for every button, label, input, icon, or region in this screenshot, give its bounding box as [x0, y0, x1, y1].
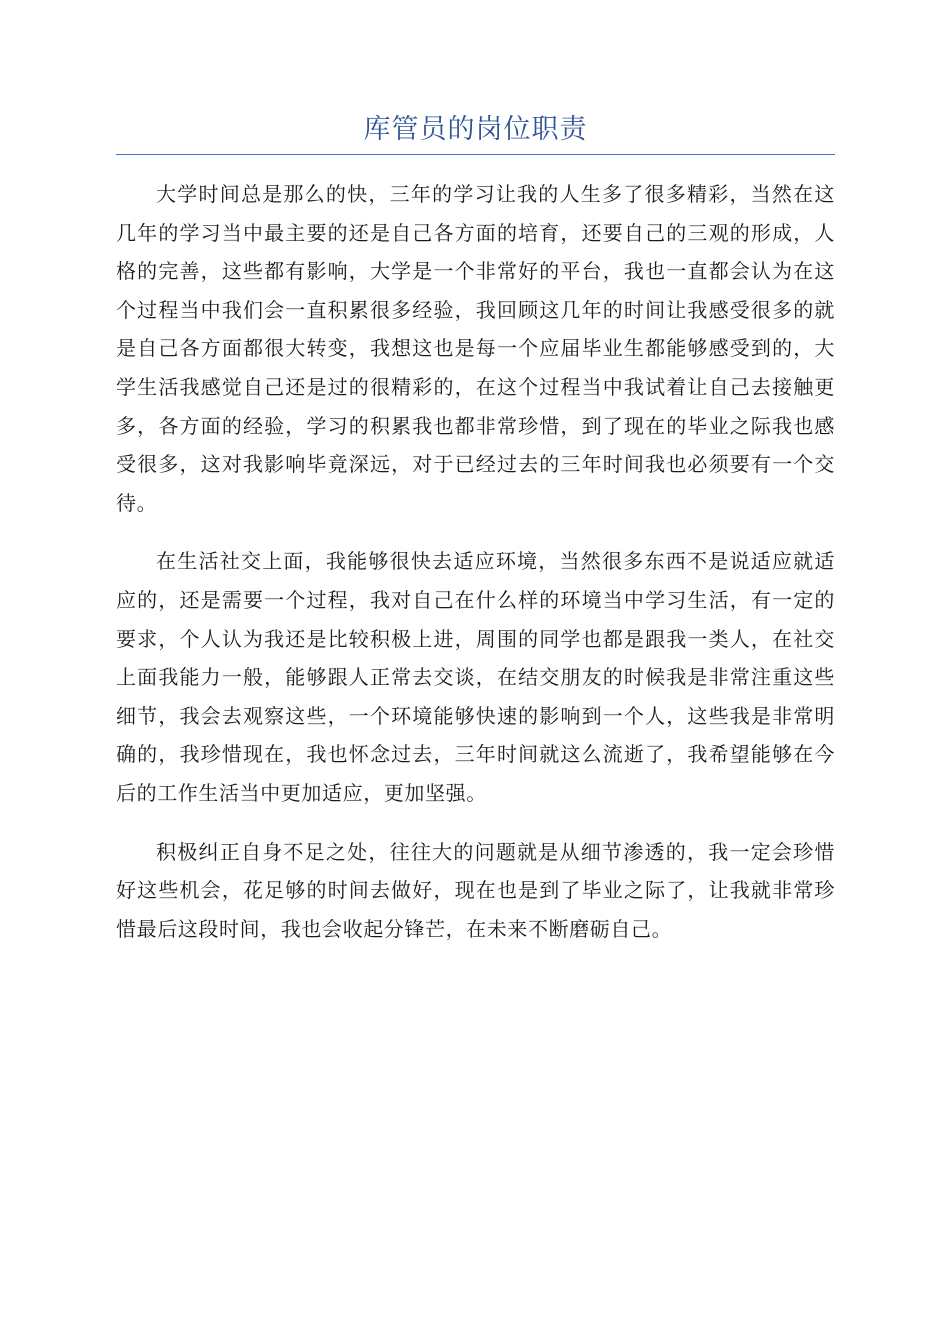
title-underline [116, 154, 835, 155]
body-paragraph: 积极纠正自身不足之处，往往大的问题就是从细节渗透的，我一定会珍惜好这些机会，花足够的时间去做好，现在也是到了毕业之际了，让我就非常珍惜最后这段时间，我也会收起分锋芒，在未来不断磨砺自己。 [116, 839, 835, 941]
document-body [116, 175, 835, 968]
body-paragraph: 大学时间总是那么的快，三年的学习让我的人生多了很多精彩，当然在这几年的学习当中最主要的还是自己各方面的培育，还要自己的三观的形成，人格的完善，这些都有影响，大学是一个非常好的平台，我也一直都会认为在这个过程当中我们会一直积累很多经验，我回顾这几年的时间让我感受很多的就是自己各方面都很大转变，我想这也是每一个应届毕业生都能够感受到的，大学生活我感觉自己还是过的很精彩的，在这个过程当中我试着让自己去接触更多，各方面的经验，学习的积累我也都非常珍惜，到了现在的毕业之际我也感受很多，这对我影响毕竟深远，对于已经过去的三年时间我也必须要有一个交待。 [116, 182, 835, 515]
body-paragraph: 在生活社交上面，我能够很快去适应环境，当然很多东西不是说适应就适应的，还是需要一个过程，我对自己在什么样的环境当中学习生活，有一定的要求，个人认为我还是比较积极上进，周围的同学也都是跟我一类人，在社交上面我能力一般，能够跟人正常去交谈，在结交朋友的时候我是非常注重这些细节，我会去观察这些，一个环境能够快速的影响到一个人，这些我是非常明确的，我珍惜现在，我也怀念过去，三年时间就这么流逝了，我希望能够在今后的工作生活当中更加适应，更加坚强。 [116, 549, 835, 805]
document-title: 库管员的岗位职责 [363, 114, 588, 145]
